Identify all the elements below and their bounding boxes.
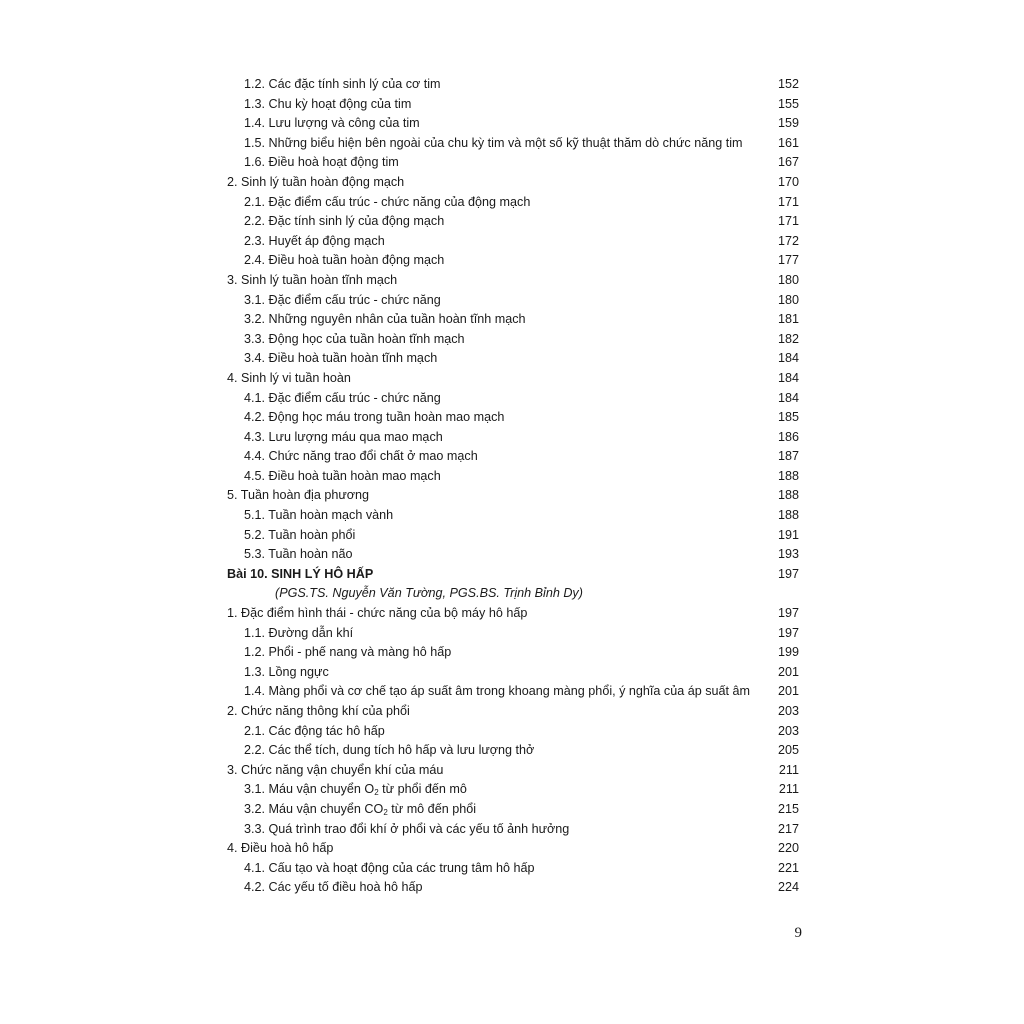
- toc-subsection: [227, 212, 799, 232]
- toc-entry-page: 186: [777, 429, 799, 444]
- toc-entry-title: 1.2. Các đặc tính sinh lý của cơ tim: [244, 77, 441, 91]
- toc-entry-title: 1. Đặc điểm hình thái - chức năng của bộ máy hô hấp: [227, 606, 528, 621]
- toc-entry-title: 1.1. Đường dẫn khí: [244, 625, 354, 640]
- toc-entry-title: 5. Tuần hoàn địa phương: [227, 488, 370, 503]
- toc-entry-title: 3.4. Điều hoà tuần hoàn tĩnh mạch: [244, 351, 438, 366]
- toc-entry-title: 3. Chức năng vận chuyển khí của máu: [227, 762, 444, 777]
- toc-subsection: [227, 722, 799, 742]
- toc-entry-page: 221: [777, 860, 799, 875]
- toc-subsection: [227, 526, 799, 546]
- toc-entry-page: 171: [777, 194, 799, 209]
- toc-entry-page: 211: [778, 782, 799, 797]
- toc-entry-page: 203: [777, 723, 799, 738]
- toc-entry-page: 185: [777, 410, 799, 425]
- toc-entry-page: 193: [777, 547, 799, 562]
- toc-entry-title: 4.2. Các yếu tố điều hoà hô hấp: [244, 880, 423, 895]
- toc-entry-title: (PGS.TS. Nguyễn Văn Tường, PGS.BS. Trịnh Bỉnh Dy): [275, 586, 583, 601]
- toc-entry-title: 3.1. Đặc điểm cấu trúc - chức năng: [244, 292, 441, 307]
- toc-entry-page: 188: [777, 508, 799, 523]
- toc-entry-title: 5.3. Tuần hoàn não: [244, 547, 353, 562]
- toc-subsection: [227, 114, 799, 134]
- toc-subsection: [227, 75, 799, 95]
- toc-subsection: [227, 545, 799, 565]
- toc-entry-page: 184: [777, 390, 799, 405]
- toc-entry-page: 152: [777, 77, 799, 91]
- toc-subsection: [227, 682, 799, 702]
- toc-entry-title: 3.3. Quá trình trao đổi khí ở phổi và các yếu tố ảnh hưởng: [244, 821, 570, 836]
- toc-subsection: [227, 447, 799, 467]
- toc-entry-title: 4.2. Động học máu trong tuần hoàn mao mạch: [244, 410, 505, 425]
- toc-entry-title: Bài 10. SINH LÝ HÔ HẤP: [227, 566, 374, 581]
- toc-entry-page: 217: [777, 821, 799, 836]
- toc-subsection: [227, 251, 799, 271]
- toc-subsection: [227, 820, 799, 840]
- toc-entry-page: 155: [777, 96, 799, 111]
- toc-subsection: [227, 389, 799, 409]
- toc-entry-title: 1.3. Chu kỳ hoạt động của tim: [244, 96, 412, 111]
- toc-section: [227, 839, 799, 859]
- toc-entry-page: 197: [777, 566, 799, 581]
- toc-entry-page: 181: [777, 312, 799, 327]
- toc-entry-page: 201: [777, 664, 799, 679]
- toc-entry-title: 3.1. Máu vận chuyển $O_2$ từ phổi đến mô: [244, 782, 467, 798]
- toc-subsection: [227, 859, 799, 879]
- toc-entry-page: 170: [777, 174, 799, 189]
- toc-entry-title: 1.6. Điều hoà hoạt động tim: [244, 155, 399, 170]
- toc-entry-page: 180: [777, 292, 799, 307]
- toc-entry-page: 197: [777, 606, 799, 621]
- toc-entry-title: 1.4. Lưu lượng và công của tim: [244, 116, 420, 131]
- toc-subsection: [227, 291, 799, 311]
- toc-subsection: [227, 506, 799, 526]
- toc-subsection: [227, 741, 799, 761]
- toc-chapter-heading: [227, 565, 799, 585]
- toc-entry-title: 4. Điều hoà hô hấp: [227, 841, 334, 856]
- toc-entry-title: 2.1. Đặc điểm cấu trúc - chức năng của động mạch: [244, 194, 531, 209]
- toc-subsection: [227, 330, 799, 350]
- toc-subsection: [227, 643, 799, 663]
- toc-entry-title: 1.5. Những biểu hiện bên ngoài của chu kỳ tim và một số kỹ thuật thăm dò chức năng tim: [244, 135, 743, 150]
- toc-entry-page: 201: [777, 684, 799, 699]
- toc-subsection: [227, 663, 799, 683]
- toc-subsection: [227, 780, 799, 800]
- toc-subsection: [227, 878, 799, 898]
- toc-entry-page: 211: [778, 762, 799, 777]
- toc-entry-title: 3.2. Những nguyên nhân của tuần hoàn tĩnh mạch: [244, 312, 526, 327]
- toc-entry-page: 191: [777, 527, 799, 542]
- toc-entry-title: 5.1. Tuần hoàn mạch vành: [244, 508, 394, 523]
- toc-subsection: [227, 428, 799, 448]
- toc-subsection: [227, 349, 799, 369]
- toc-entry-title: 4.4. Chức năng trao đổi chất ở mao mạch: [244, 449, 478, 464]
- toc-entry-title: 3.2. Máu vận chuyển $CO_2$ từ mô đến phổi: [244, 801, 477, 817]
- toc-entry-title: 2.1. Các động tác hô hấp: [244, 723, 385, 738]
- toc-entry-title: 4. Sinh lý vi tuần hoàn: [227, 370, 351, 385]
- toc-section: [227, 604, 799, 624]
- toc-entry-page: 172: [777, 233, 799, 248]
- toc-entry-title: 5.2. Tuần hoàn phổi: [244, 527, 356, 542]
- toc-subsection: [227, 408, 799, 428]
- toc-entry-title: 4.3. Lưu lượng máu qua mao mạch: [244, 429, 443, 444]
- toc-entry-page: 177: [777, 253, 799, 268]
- toc-entry-title: 2. Sinh lý tuần hoàn động mạch: [227, 174, 405, 189]
- toc-entry-title: 4.1. Cấu tạo và hoạt động của các trung tâm hô hấp: [244, 860, 535, 875]
- toc-subsection: [227, 624, 799, 644]
- toc-entry-title: 1.4. Màng phổi và cơ chế tạo áp suất âm trong khoang màng phổi, ý nghĩa của áp suất âm: [244, 684, 751, 699]
- toc-entry-page: 171: [777, 214, 799, 229]
- toc-entry-page: 188: [777, 468, 799, 483]
- toc-section: [227, 271, 799, 291]
- toc-entry-title: 2.2. Các thể tích, dung tích hô hấp và lưu lượng thở: [244, 743, 535, 758]
- toc-entry-title: 3. Sinh lý tuần hoàn tĩnh mạch: [227, 272, 398, 287]
- toc-entry-page: 159: [777, 116, 799, 131]
- toc-entry-page: 197: [777, 625, 799, 640]
- toc-chapter-authors: [227, 584, 799, 604]
- toc-entry-page: 224: [777, 880, 799, 895]
- toc-entry-page: 167: [777, 155, 799, 170]
- toc-entry-page: 161: [777, 135, 799, 150]
- toc-subsection: [227, 800, 799, 820]
- toc-entry-page: 180: [777, 272, 799, 287]
- toc-subsection: [227, 232, 799, 252]
- toc-entry-page: 188: [777, 488, 799, 503]
- toc-entry-page: 220: [777, 841, 799, 856]
- toc-entry-title: 2. Chức năng thông khí của phổi: [227, 704, 410, 718]
- toc-entry-page: 203: [777, 704, 799, 718]
- toc-entry-page: 187: [777, 449, 799, 464]
- toc-subsection: [227, 193, 799, 213]
- toc-entry-title: 1.3. Lồng ngực: [244, 664, 329, 679]
- toc-entry-title: 2.4. Điều hoà tuần hoàn động mạch: [244, 253, 445, 268]
- toc-entry-page: 199: [777, 645, 799, 660]
- toc-entry-page: 182: [777, 331, 799, 346]
- toc-subsection: [227, 467, 799, 487]
- toc-entry-title: 1.2. Phổi - phế nang và màng hô hấp: [244, 645, 452, 660]
- toc-section: [227, 486, 799, 506]
- toc-subsection: [227, 95, 799, 115]
- toc-section: [227, 761, 799, 781]
- toc-entry-title: 3.3. Động học của tuần hoàn tĩnh mạch: [244, 331, 465, 346]
- toc-entry-title: 2.2. Đặc tính sinh lý của động mạch: [244, 214, 445, 229]
- toc-entry-page: 205: [777, 743, 799, 758]
- toc-subsection: [227, 153, 799, 173]
- page-number: 9: [794, 925, 802, 941]
- toc-section: [227, 369, 799, 389]
- toc-entry-page: 215: [777, 801, 799, 816]
- toc-entry-title: 4.5. Điều hoà tuần hoàn mao mạch: [244, 468, 441, 483]
- toc-entry-title: 2.3. Huyết áp động mạch: [244, 233, 385, 248]
- toc-subsection: [227, 134, 799, 154]
- toc-subsection: [227, 310, 799, 330]
- toc-entry-page: 184: [777, 351, 799, 366]
- toc-entry-page: 184: [777, 370, 799, 385]
- toc-section: [227, 173, 799, 193]
- toc-entry-title: 4.1. Đặc điểm cấu trúc - chức năng: [244, 390, 441, 405]
- table-of-contents: [227, 75, 799, 898]
- toc-section: [227, 702, 799, 722]
